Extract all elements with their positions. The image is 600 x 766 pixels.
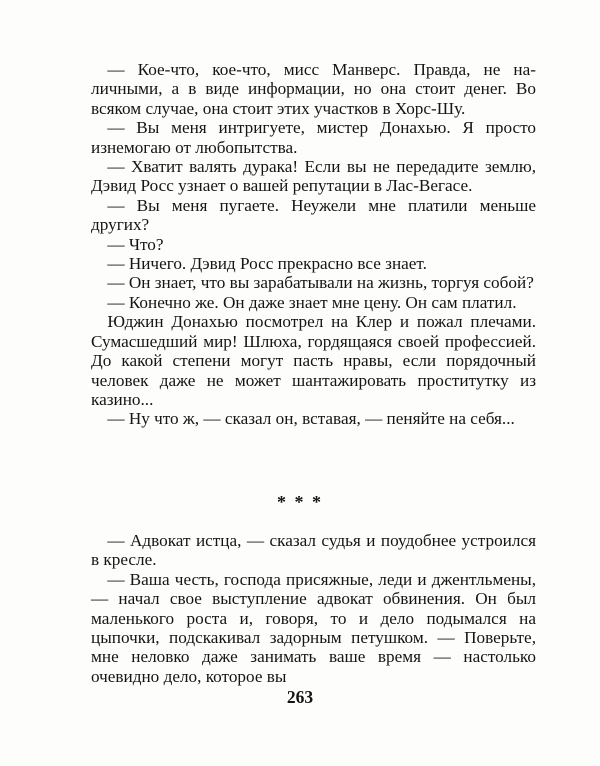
paragraph: — Вы меня пугаете. Неужели мне платили меньше других? bbox=[91, 195, 536, 235]
section-separator: * * * bbox=[277, 492, 323, 512]
paragraph: — Он знает, что вы зарабатывали на жизнь, торгуя собой? bbox=[107, 273, 534, 293]
paragraph: — Ничего. Дэвид Росс прекрасно все знает. bbox=[107, 254, 427, 274]
paragraph: — Конечно же. Он даже знает мне цену. Он сам платил. bbox=[107, 292, 517, 312]
paragraph: — Кое-что, кое-что, мисс Манверс. Правда, не наличными, а в виде информации, но она стоит денег. Во всяком случае, она стоит этих участков в Хорс-Шу. bbox=[91, 60, 536, 118]
paragraph: — Адвокат истца, — сказал судья и поудобнее устроился в кресле. bbox=[91, 531, 536, 570]
paragraph: — Ну что ж, — сказал он, вставая, — пеняйте на себя... bbox=[107, 409, 515, 429]
paragraph: — Что? bbox=[107, 234, 164, 254]
text-block-bottom bbox=[91, 531, 536, 686]
text-block-top bbox=[91, 60, 536, 429]
paragraph: Юджин Донахью посмотрел на Клер и пожал плечами. Сумасшедший мир! Шлюха, гордящаяся своей профессией. До какой степени могут пасть нравы, если порядочный человек даже не может шантажировать проститутку из казино... bbox=[91, 312, 536, 409]
page-number: 263 bbox=[286, 687, 314, 707]
paragraph: — Ваша честь, господа присяжные, леди и джентльмены, — начал свое выступление адвокат обвинения. Он был маленького роста и, говоря, то и дело подымался на цыпочки, подскакивал задорным петушком. — Поверьте, мне неловко даже занимать ваше время — настолько очевидно дело, которое вы bbox=[91, 569, 536, 686]
paragraph: — Хватит валять дурака! Если вы не передадите землю, Дэвид Росс узнает о вашей репутации в Лас-Вегасе. bbox=[91, 157, 536, 196]
paragraph: — Вы меня интригуете, мистер Донахью. Я просто изнемогаю от любопытства. bbox=[91, 118, 536, 157]
